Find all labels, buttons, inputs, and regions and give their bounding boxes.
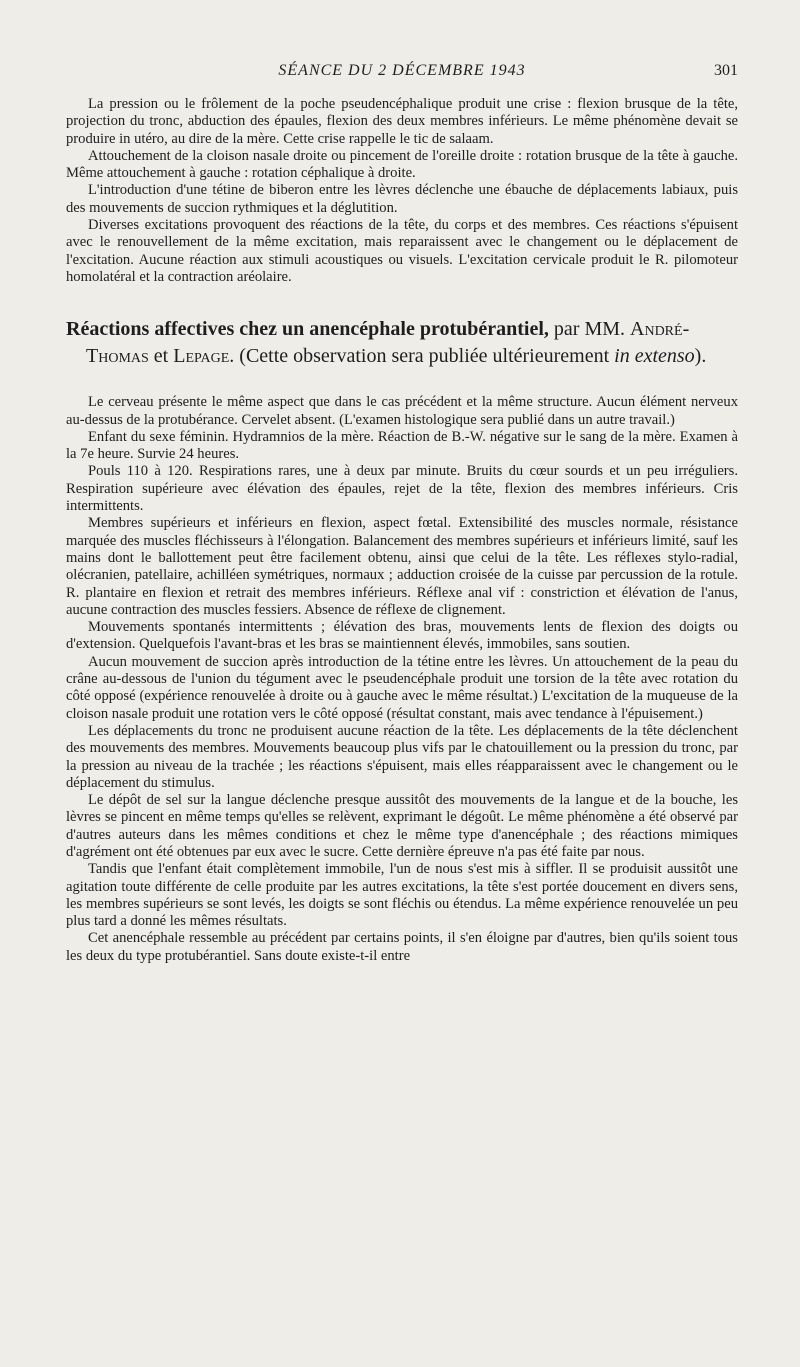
article-title-bold: Réactions affectives chez un anencéphale protubérantiel, bbox=[66, 318, 549, 341]
paragraph: La pression ou le frôlement de la poche pseudencéphalique produit une crise : flexion brusque de la tête, projection du tronc, abduction des épaules, flexion des deux membres inférieurs. Le même phénomène devait se produire in utéro, au dire de la mère. Cette crise rappelle le tic de salaam. bbox=[66, 96, 738, 147]
paragraph: L'introduction d'une tétine de biberon entre les lèvres déclenche une ébauche de déplacements labiaux, puis des mouvements de succion rythmiques et la déglutition. bbox=[66, 182, 738, 216]
paragraph: Membres supérieurs et inférieurs en flexion, aspect fœtal. Extensibilité des muscles normale, résistance marquée des muscles fléchisseurs à l'élongation. Balancement des membres supérieurs et inférieurs limité, sauf les mains dont le ballottement peut être facilement obtenu, ainsi que celui de la tête. Les réflexes stylo-radial, olécranien, patellaire, achilléen symétriques, normaux ; adduction croisée de la cuisse par percussion de la rotule. R. plantaire en flexion et retrait des membres inférieurs. Réflexe anal vif : constriction et élévation de l'anus, aucune contraction des muscles fessiers. Absence de réflexe de clignement. bbox=[66, 515, 738, 618]
paragraph: Attouchement de la cloison nasale droite ou pincement de l'oreille droite : rotation brusque de la tête à gauche. Même attouchement à gauche : rotation céphalique à droite. bbox=[66, 147, 738, 182]
running-head: SÉANCE DU 2 DÉCEMBRE 1943 bbox=[278, 62, 526, 79]
article-note-suffix: ). bbox=[694, 345, 707, 368]
page-number: 301 bbox=[714, 62, 738, 79]
author-join: et bbox=[153, 345, 169, 368]
paragraph: Le cerveau présente le même aspect que dans le cas précédent et la même structure. Aucun élément nerveux au-dessus de la protubérance. Cervelet absent. (L'examen histologique sera publié dans un autre travail.) bbox=[66, 394, 738, 428]
paragraph: Les déplacements du tronc ne produisent aucune réaction de la tête. Les déplacements de la tête déclenchent des mouvements des membres. Mouvements beaucoup plus vifs par le chatouillement ou la pression du tronc, par la pression au niveau de la trachée ; les réactions s'épuisent, mais elles réapparaissent avec le changement ou le déplacement du stimulus. bbox=[66, 722, 738, 791]
paragraph: Diverses excitations provoquent des réactions de la tête, du corps et des membres. Ces réactions s'épuisent avec le renouvellement de la même excitation, mais reparaissent avec le changement ou le déplacement de l'excitation. Aucune réaction aux stimuli acoustiques ou visuels. L'excitation cervicale produit le R. pilomoteur homolatéral et la contraction aréolaire. bbox=[66, 217, 738, 285]
author-2: Lepage bbox=[173, 345, 230, 368]
page-body bbox=[66, 96, 738, 965]
author-1: André-Thomas bbox=[86, 318, 690, 368]
paragraph: Mouvements spontanés intermittents ; élévation des bras, mouvements lents de flexion des doigts ou d'extension. Quelquefois l'avant-bras et les bras se maintiennent élevés, immobiles, sans soutien. bbox=[66, 619, 738, 653]
paragraph: Enfant du sexe féminin. Hydramnios de la mère. Réaction de B.-W. négative sur le sang de la mère. Examen à la 7e heure. Survie 24 heures. bbox=[66, 428, 738, 463]
article-note-italic: in extenso bbox=[614, 345, 695, 368]
article-note-prefix: . (Cette observation sera publiée ultérieurement bbox=[229, 345, 610, 368]
paragraph: Tandis que l'enfant était complètement immobile, l'un de nous s'est mis à siffler. Il se produisit aussitôt une agitation toute différente de celle produite par les autres excitations, la tête s'est portée doucement en divers sens, les membres supérieurs se sont levés, les doigts se sont fléchis ou étendus. La même expérience renouvelée un peu plus tard a donné les mêmes résultats. bbox=[66, 861, 738, 930]
article-title bbox=[66, 316, 738, 370]
page-header bbox=[66, 60, 738, 86]
paragraph: Aucun mouvement de succion après introduction de la tétine entre les lèvres. Un attouchement de la peau du crâne au-dessous de l'union du tégument avec le pseudencéphale produit une torsion de la tête avec rotation du côté opposé (expérience renouvelée à droite ou à gauche avec le même résultat.) L'excitation de la muqueuse de la cloison nasale produit une rotation vers le côté opposé (résultat constant, mais avec tendance à l'épuisement.) bbox=[66, 653, 738, 722]
paragraph: Pouls 110 à 120. Respirations rares, une à deux par minute. Bruits du cœur sourds et un peu irréguliers. Respiration supérieure avec élévation des épaules, rejet de la tête, flexion des membres inférieurs. Cris intermittents. bbox=[66, 463, 738, 515]
paragraph: Le dépôt de sel sur la langue déclenche presque aussitôt des mouvements de la langue et de la bouche, les lèvres se pincent en même temps qu'elles se relèvent, exprimant le dégoût. Le même phénomène a été observé par d'autres auteurs dans les mêmes conditions et chez le même type d'anencéphale ; des réactions mimiques d'agrément ont été obtenues par eux avec le sucre. Cette dernière épreuve n'a pas été faite par nous. bbox=[66, 792, 738, 860]
article-title-by: par MM. bbox=[553, 318, 626, 341]
paragraph: Cet anencéphale ressemble au précédent par certains points, il s'en éloigne par d'autres, bien qu'ils soient tous les deux du type protubérantiel. Sans doute existe-t-il entre bbox=[66, 930, 738, 964]
